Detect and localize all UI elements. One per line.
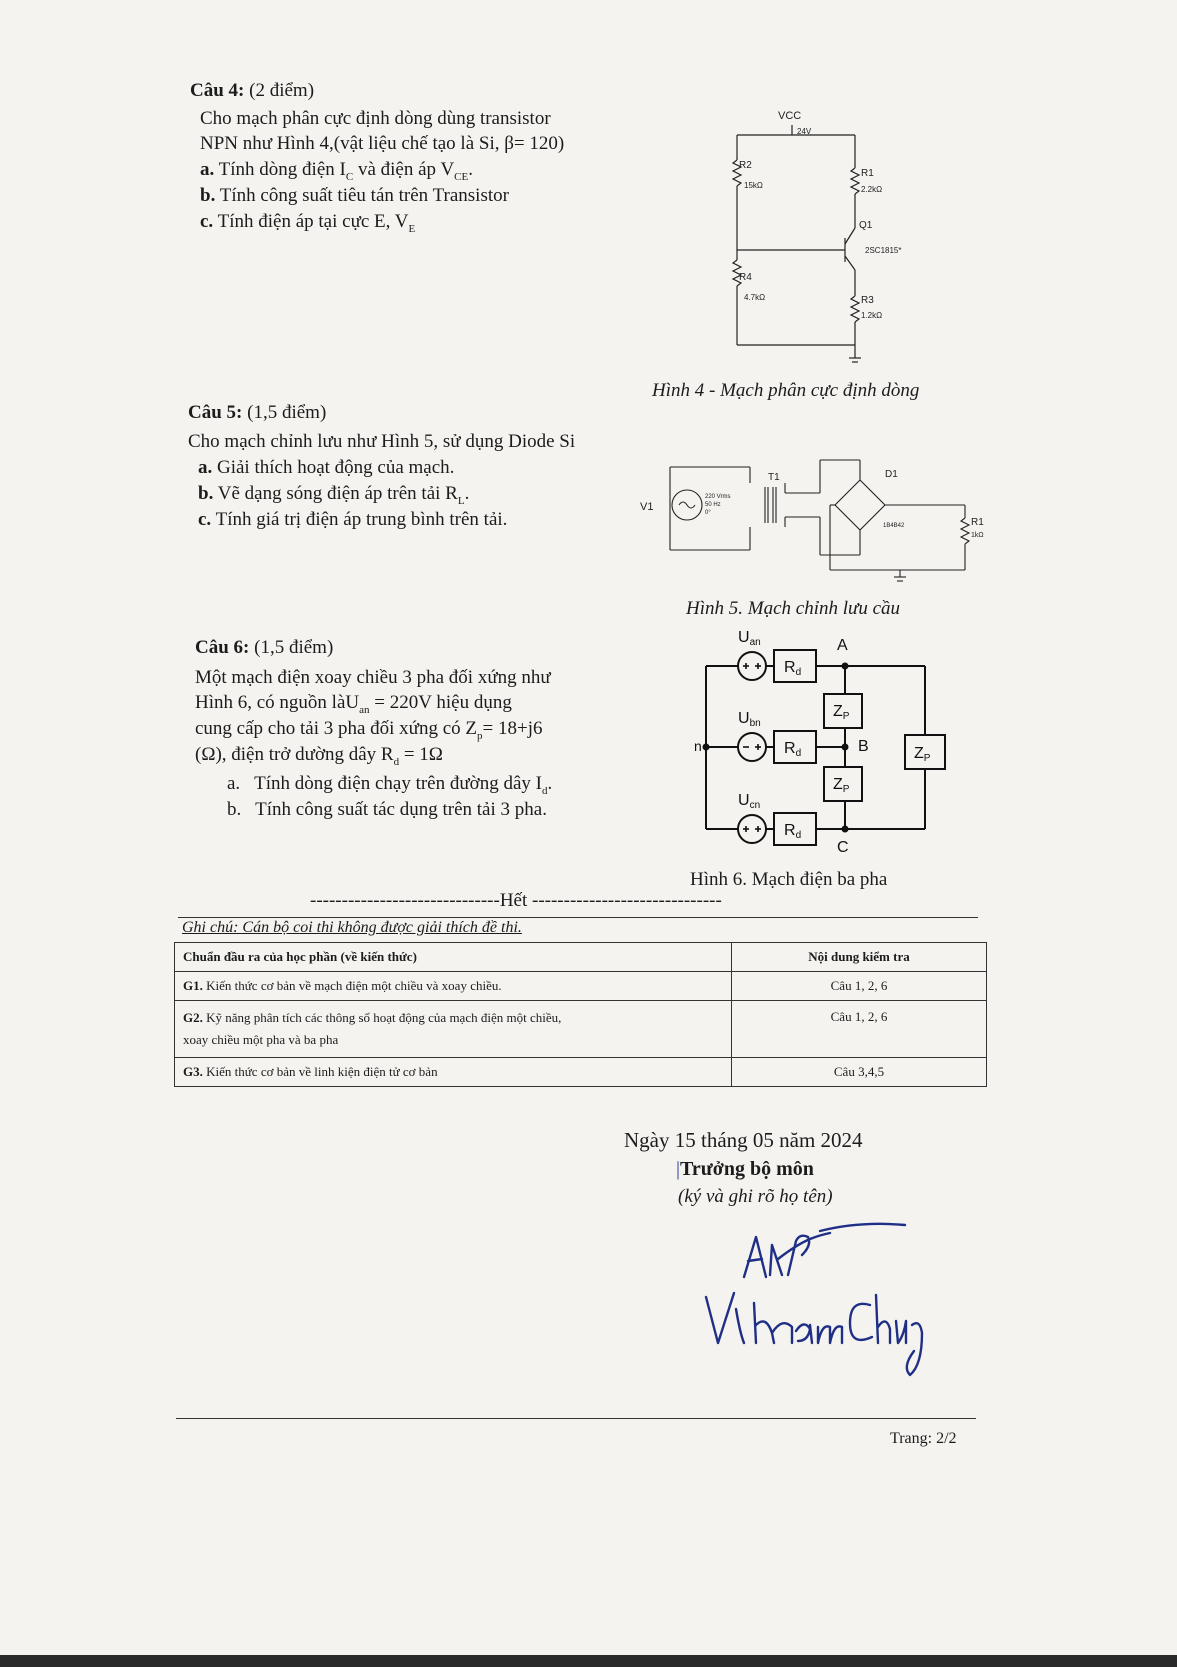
rd-a-label: Rd (784, 659, 802, 678)
q4-item-a: a. Tính dòng điện $I_C$ và điện áp $V_{CE}$. (200, 159, 473, 183)
learning-outcomes-table (174, 942, 987, 1087)
note-divider (178, 917, 978, 918)
v1-value-3: 0° (705, 510, 711, 516)
v1-value-1: 220 Vrms (705, 494, 731, 500)
signature-date: Ngày 15 tháng 05 năm 2024 (624, 1128, 863, 1152)
zp-ac-label: ZP (914, 745, 931, 764)
r2-value: 15kΩ (744, 181, 763, 190)
q6-line-4: (Ω), điện trở dường dây $R_d = 1\Omega$ (195, 744, 443, 768)
q4-line-1: Cho mạch phân cực định dòng dùng transistor (200, 108, 551, 129)
vcc-value: 24V (797, 127, 812, 136)
q4-heading (190, 80, 314, 102)
q6-heading (195, 637, 333, 659)
page-number: Trang: 2/2 (890, 1430, 957, 1447)
q4-line-2: NPN như Hình 4,(vật liệu chế tạo là Si, β= 120) (200, 133, 565, 154)
q6-title: Câu 6: (195, 637, 250, 658)
figure-5-circuit (635, 455, 995, 590)
q5-line: Cho mạch chỉnh lưu như Hình 5, sử dụng Diode Si (188, 431, 576, 452)
d1-value: 1B4B42 (883, 523, 905, 529)
q6-points: (1,5 điểm) (254, 637, 334, 658)
q1-label: Q1 (859, 220, 873, 231)
q5-heading (188, 402, 326, 424)
q6-line-3: cung cấp cho tải 3 pha đối xứng có $Z_p= 18+j6$ (195, 718, 543, 742)
r1-value: 2.2kΩ (861, 185, 883, 194)
ubn-label: Ubn (738, 710, 761, 729)
table-header-content: Nội dung kiểm tra (732, 943, 987, 972)
q6-item-b: b. Tính công suất tác dụng trên tải 3 pha. (227, 799, 547, 820)
figure-6-caption: Hình 6. Mạch điện ba pha (690, 869, 888, 890)
q5-item-b: b. Vẽ dạng sóng điện áp trên tải $R_L$. (198, 483, 470, 507)
table-row: G2. Kỹ năng phân tích các thông số hoạt động của mạch điện một chiều, xoay chiều một pha và ba pha Câu 1, 2, 6 (175, 1001, 987, 1058)
table-row: G1. Kiến thức cơ bản về mạch điện một chiều và xoay chiều. Câu 1, 2, 6 (175, 972, 987, 1001)
zp-bc-label: ZP (833, 776, 850, 795)
uan-label: Uan (738, 629, 761, 648)
r4-label: R4 (739, 272, 752, 283)
q5-points: (1,5 điểm) (247, 402, 327, 423)
q6-line-2: Hình 6, có nguồn làU$_{an}$ = 220V hiệu dụng (195, 692, 512, 716)
q4-item-b: b. Tính công suất tiêu tán trên Transistor (200, 185, 509, 206)
vcc-label: VCC (778, 110, 802, 122)
r1-fig5-value: 1kΩ (971, 532, 984, 539)
q4-title: Câu 4: (190, 80, 245, 101)
node-c-label: C (837, 839, 849, 856)
table-header-row (175, 943, 987, 972)
ucn-label: Ucn (738, 792, 761, 811)
table-row: G3. Kiến thức cơ bản về linh kiện điện tử cơ bản Câu 3,4,5 (175, 1058, 987, 1087)
t1-label: T1 (768, 472, 780, 483)
scan-edge (0, 1655, 1177, 1667)
rd-c-label: Rd (784, 822, 802, 841)
node-a-label: A (837, 637, 848, 654)
v1-label: V1 (640, 501, 654, 513)
rd-b-label: Rd (784, 740, 802, 759)
zp-ab-label: ZP (833, 703, 850, 722)
q6-line-1: Một mạch điện xoay chiều 3 pha đối xứng như (195, 667, 551, 688)
q5-item-a: a. Giải thích hoạt động của mạch. (198, 457, 455, 478)
node-n-label: n (694, 738, 702, 754)
r3-label: R3 (861, 295, 874, 306)
q4-item-c: c. Tính điện áp tại cực E, $V_E$ (200, 211, 416, 235)
r4-value: 4.7kΩ (744, 293, 766, 302)
r2-label: R2 (739, 160, 752, 171)
q5-item-c: c. Tính giá trị điện áp trung bình trên tải. (198, 509, 508, 530)
d1-label: D1 (885, 469, 898, 480)
handwritten-signature (700, 1215, 930, 1380)
r1-label: R1 (861, 168, 874, 179)
node-b-label: B (858, 738, 869, 755)
table-header-outcome: Chuẩn đầu ra của học phần (về kiến thức) (175, 943, 732, 972)
exam-note: Ghi chú: Cán bộ coi thi không được giải thích đề thi. (182, 919, 522, 936)
q4-points: (2 điểm) (249, 80, 315, 101)
signature-instruction: (ký và ghi rõ họ tên) (678, 1186, 833, 1207)
v1-value-2: 50 Hz (705, 502, 721, 508)
r3-value: 1.2kΩ (861, 311, 883, 320)
q6-item-a: a. Tính dòng điện chạy trên đường dây $I_d$. (227, 773, 553, 797)
end-marker: ------------------------------Hết ------------------------------ (310, 890, 722, 911)
figure-4-circuit (725, 100, 955, 375)
q1-value: 2SC1815* (865, 246, 902, 255)
r1-fig5-label: R1 (971, 517, 984, 528)
signature-role: |Trưởng bộ môn (676, 1158, 814, 1180)
q5-title: Câu 5: (188, 402, 243, 423)
figure-6-circuit (694, 622, 960, 862)
figure-4-caption: Hình 4 - Mạch phân cực định dòng (652, 380, 920, 401)
footer-divider (176, 1418, 976, 1419)
figure-5-caption: Hình 5. Mạch chỉnh lưu cầu (686, 598, 901, 619)
